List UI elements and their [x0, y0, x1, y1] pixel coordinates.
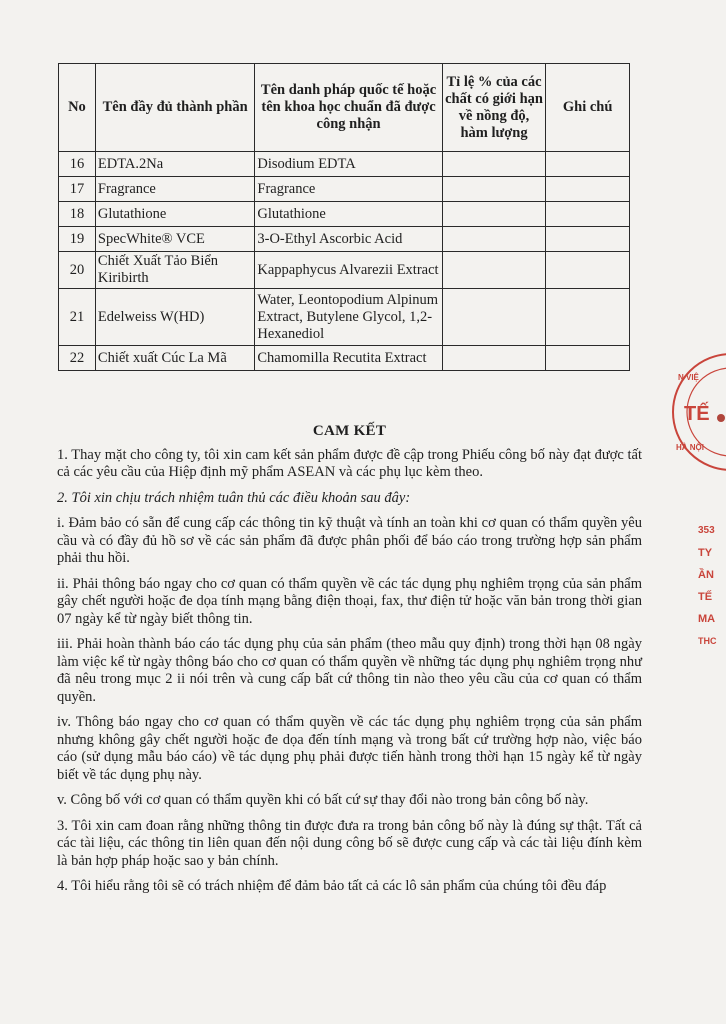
- commitment-paragraph: i. Đảm bảo có sẵn để cung cấp các thông tin kỹ thuật và tính an toàn khi cơ quan có thẩm quyền yêu cầu và có đầy đủ hồ sơ về các sản phẩm đã được phân phối để báo cáo trong trường hợp sản phẩm phải thu hồi.: [57, 515, 642, 566]
- table-row: [59, 227, 630, 252]
- table-row: [59, 152, 630, 177]
- commitment-paragraph: 2. Tôi xin chịu trách nhiệm tuân thủ các điều khoản sau đây:: [57, 489, 411, 506]
- row-name: Fragrance: [95, 177, 254, 202]
- row-no: 16: [59, 152, 96, 177]
- row-no: 22: [59, 346, 96, 371]
- row-no: 21: [59, 289, 96, 346]
- commitment-paragraph: v. Công bố với cơ quan có thẩm quyền khi có bất cứ sự thay đổi nào trong bản công bố này.: [57, 792, 589, 808]
- row-ratio: [442, 177, 546, 202]
- table-row: [59, 346, 630, 371]
- row-inci: Kappaphycus Alvarezii Extract: [255, 252, 442, 289]
- row-name: Edelweiss W(HD): [95, 289, 254, 346]
- row-note: [546, 202, 630, 227]
- row-no: 20: [59, 252, 96, 289]
- row-name: Glutathione: [95, 202, 254, 227]
- row-note: [546, 227, 630, 252]
- row-note: [546, 152, 630, 177]
- table-row: [59, 177, 630, 202]
- header-note: Ghi chú: [546, 64, 630, 152]
- seal-line: ẦN: [698, 569, 714, 581]
- row-inci: Water, Leontopodium Alpinum Extract, Butylene Glycol, 1,2-Hexanediol: [255, 289, 442, 346]
- row-inci: Chamomilla Recutita Extract: [255, 346, 442, 371]
- seal-line: MA: [698, 613, 716, 625]
- row-name: Chiết Xuất Tảo Biển Kiribirth: [95, 252, 254, 289]
- table-row: [59, 252, 630, 289]
- row-inci: Disodium EDTA: [255, 152, 442, 177]
- commitment-paragraph: 4. Tôi hiểu rằng tôi sẽ có trách nhiệm để đảm bảo tất cả các lô sản phẩm của chúng tôi đều đáp: [57, 878, 607, 894]
- side-seal-partial: [698, 520, 726, 650]
- row-no: 17: [59, 177, 96, 202]
- row-inci: Glutathione: [255, 202, 442, 227]
- row-ratio: [442, 346, 546, 371]
- commitment-paragraph: 3. Tôi xin cam đoan rằng những thông tin được đưa ra trong bản công bố này là đúng sự thật. Tất cả các tài liệu, các thông tin liên quan đến nội dung công bố sẽ được cung cấp và các tài liệu đính kèm là bản hợp pháp hoặc sao y bản chính.: [57, 817, 642, 869]
- row-note: [546, 177, 630, 202]
- table-row: [59, 202, 630, 227]
- commitment-paragraph: 1. Thay mặt cho công ty, tôi xin cam kết sản phẩm được đề cập trong Phiếu công bố này đạt được tất cả các yêu cầu của Hiệp định mỹ phẩm ASEAN và các phụ lục kèm theo.: [57, 446, 642, 480]
- commitment-section: [57, 423, 642, 904]
- commitment-title: CAM KẾT: [312, 423, 387, 439]
- seal-line: 353: [698, 525, 715, 536]
- seal-icon: [656, 350, 726, 480]
- table-row: [59, 289, 630, 346]
- row-note: [546, 346, 630, 371]
- seal-line: TẾ: [698, 591, 713, 603]
- row-no: 18: [59, 202, 96, 227]
- header-ratio: Tỉ lệ % của các chất có giới hạn về nồng độ, hàm lượng: [442, 64, 546, 152]
- commitment-paragraph: iv. Thông báo ngay cho cơ quan có thẩm quyền về các tác dụng phụ nghiêm trọng của sản phẩm nhưng không gây chết người hoặc đe dọa đến tính mạng và trong bất cứ trường hợp nào, việc báo cáo (sử dụng mẫu báo cáo) về tác dụng phụ phải được tiến hành trong thời hạn 15 ngày kể từ ngày biết về tác dụng phụ này.: [57, 714, 642, 783]
- row-name: SpecWhite® VCE: [95, 227, 254, 252]
- header-no: No: [59, 64, 96, 152]
- header-inci-name: Tên danh pháp quốc tế hoặc tên khoa học chuẩn đã được công nhận: [255, 64, 442, 152]
- row-ratio: [442, 289, 546, 346]
- svg-text:N VIỆ: N VIỆ: [678, 373, 699, 382]
- row-name: EDTA.2Na: [95, 152, 254, 177]
- row-note: [546, 289, 630, 346]
- ingredient-table: [58, 63, 630, 371]
- ink-dot: [717, 414, 725, 422]
- header-full-name: Tên đầy đủ thành phần: [95, 64, 254, 152]
- commitment-paragraph: ii. Phải thông báo ngay cho cơ quan có thẩm quyền về các tác dụng phụ nghiêm trọng của sản phẩm gây chết người hoặc đe dọa tính mạng bằng điện thoại, fax, thư điện tử hoặc văn bản trong thời gian 07 ngày kể từ ngày biết thông tin.: [57, 575, 642, 627]
- commitment-paragraph: iii. Phải hoàn thành báo cáo tác dụng phụ của sản phẩm (theo mẫu quy định) trong thời hạn 08 ngày làm việc kể từ ngày thông báo cho cơ quan có thẩm quyền về những tác dụng phụ nghiêm trọng như đã nêu trong mục 2 ii nói trên và cung cấp bất cứ thông tin nào theo yêu cầu của cơ quan có thẩm quyền.: [57, 636, 642, 705]
- seal-line: THC: [698, 636, 717, 646]
- official-seal-partial: [656, 350, 726, 480]
- row-name: Chiết xuất Cúc La Mã: [95, 346, 254, 371]
- row-inci: Fragrance: [255, 177, 442, 202]
- table-header-row: [59, 64, 630, 152]
- row-ratio: [442, 202, 546, 227]
- seal-text: TẾ: [684, 403, 710, 425]
- row-ratio: [442, 227, 546, 252]
- seal-line: TY: [698, 547, 713, 559]
- row-no: 19: [59, 227, 96, 252]
- row-ratio: [442, 252, 546, 289]
- row-ratio: [442, 152, 546, 177]
- row-inci: 3-O-Ethyl Ascorbic Acid: [255, 227, 442, 252]
- svg-text:HÀ NỘI: HÀ NỘI: [676, 443, 704, 452]
- row-note: [546, 252, 630, 289]
